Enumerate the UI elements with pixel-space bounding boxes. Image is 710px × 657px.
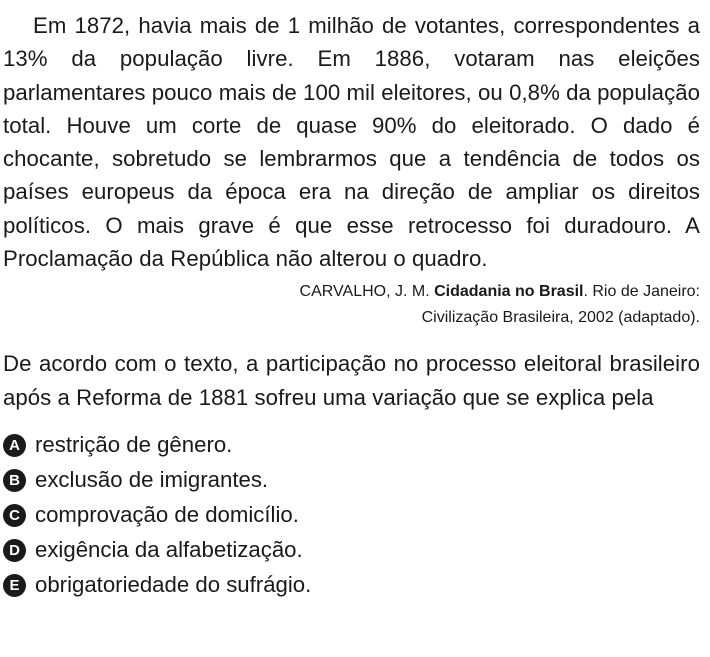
option-a-text: restrição de gênero.: [35, 432, 233, 458]
option-e[interactable]: [3, 568, 700, 603]
option-letter-b-badge: B: [3, 469, 26, 492]
option-b-text: exclusão de imigrantes.: [35, 467, 269, 493]
citation-place: . Rio de Janeiro:: [583, 283, 700, 301]
option-letter-c-badge: C: [3, 504, 26, 527]
citation-title: Cidadania no Brasil: [434, 283, 584, 301]
option-a[interactable]: [3, 428, 700, 463]
passage-text: Em 1872, havia mais de 1 milhão de votantes, correspondentes a 13% da população livre. Em 1886, votaram nas eleições parlamentares pouco mais de 100 mil eleitores, ou 0,8% da população total. Houve um corte de quase 90% do eleitorado. O dado é chocante, sobretudo se lembrarmos que a tendência de todos os países europeus da época era na direção de ampliar os direitos políticos. O mais grave é que esse retrocesso foi duradouro. A Proclamação da República não alterou o quadro.: [3, 13, 700, 272]
option-letter-d-badge: D: [3, 539, 26, 562]
citation-line-1: [3, 279, 700, 305]
citation-publisher: Civilização Brasileira, 2002 (adaptado).: [421, 308, 700, 326]
option-letter-e-badge: E: [3, 574, 26, 597]
question-stem: De acordo com o texto, a participação no processo eleitoral brasileiro após a Reforma de 1881 sofreu uma variação que se explica pela: [3, 351, 700, 410]
option-c[interactable]: [3, 498, 700, 533]
option-letter-a-badge: A: [3, 434, 26, 457]
option-c-text: comprovação de domicílio.: [35, 502, 299, 528]
answer-options: [3, 428, 700, 603]
citation-author: CARVALHO, J. M.: [299, 283, 430, 301]
option-e-text: obrigatoriedade do sufrágio.: [35, 572, 312, 598]
citation: [3, 279, 700, 330]
option-d-text: exigência da alfabetização.: [35, 537, 303, 563]
option-b[interactable]: [3, 463, 700, 498]
option-d[interactable]: [3, 533, 700, 568]
